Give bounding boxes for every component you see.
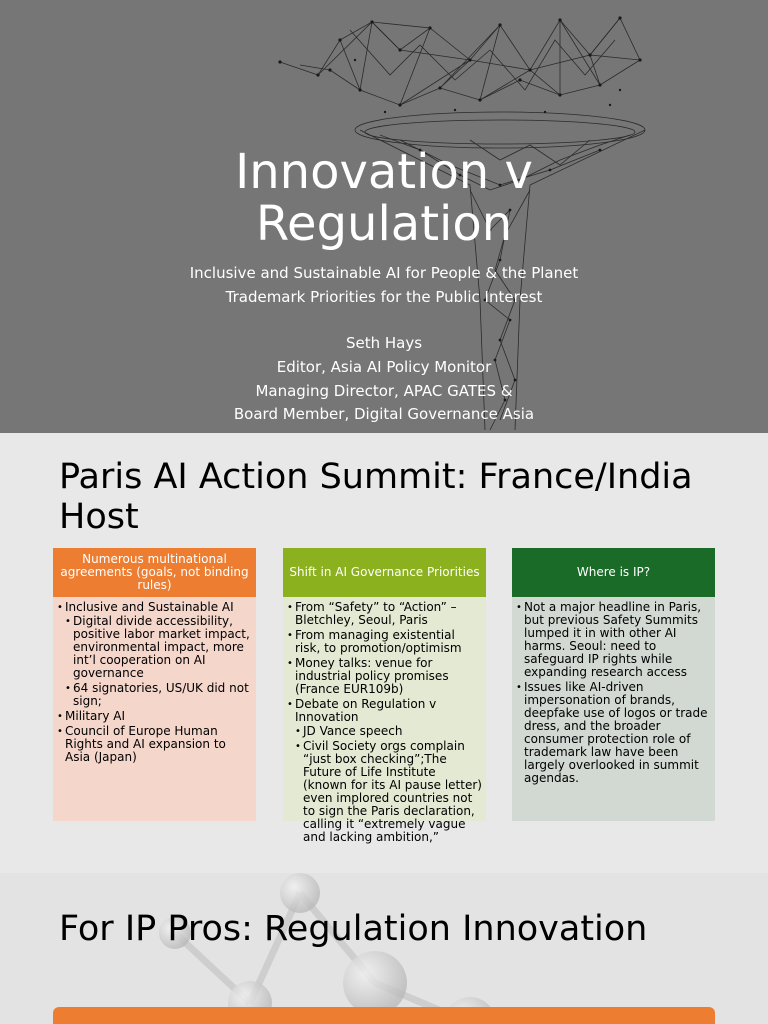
column-header: Shift in AI Governance Priorities [283,548,486,597]
list-item: • Council of Europe Human Rights and AI expansion to Asia (Japan) [65,725,252,764]
bullet-text: Debate on Regulation v Innovation [295,697,437,724]
column-where-is-ip [512,548,715,821]
author-role-3: Board Member, Digital Governance Asia [233,405,535,423]
author-name: Seth Hays [345,334,423,352]
slide-title: For IP Pros: Regulation Innovation [59,909,648,949]
column-header: Numerous multinational agreements (goals, not binding rules) [53,548,256,597]
bullet-text: Inclusive and Sustainable AI [65,600,234,614]
slide-title: Paris AI Action Summit: France/India Host [59,457,693,537]
column-agreements [53,548,256,821]
title-line-1: Innovation v [235,144,533,200]
list-item: • JD Vance speech [303,725,482,738]
ip-pros-slide [0,873,768,1024]
author-role-2: Managing Director, APAC GATES & [255,382,513,400]
column-body [283,597,486,844]
list-item: • Money talks: venue for industrial policy promises (France EUR109b) [295,657,482,696]
list-item: • From managing existential risk, to promotion/optimism [295,629,482,655]
list-item: • Military AI [65,710,252,723]
subtitle-line-1: Inclusive and Sustainable AI for People & the Planet [189,264,579,282]
column-body [512,597,715,821]
column-header: Where is IP? [512,548,715,597]
list-item: • Issues like AI-driven impersonation of brands, deepfake use of logos or trade dress, and the broader consumer protection role of trademark law have been largely overlooked in summit agendas. [524,681,711,785]
title-slide [0,0,768,433]
list-item [65,601,252,708]
column-body [53,597,256,821]
author-role-1: Editor, Asia AI Policy Monitor [276,358,492,376]
list-item [295,698,482,844]
list-item: • Civil Society orgs complain “just box checking”;The Future of Life Institute (known for its AI pause letter) even implored countries not to sign the Paris declaration, calling it “extremely vague and lacking ambition,” [303,740,482,844]
column-governance-shift [283,548,486,844]
content-bar [53,1007,715,1024]
list-item: • From “Safety” to “Action” – Bletchley, Seoul, Paris [295,601,482,627]
title-line-2: Regulation [255,196,513,252]
list-item: • Digital divide accessibility, positive labor market impact, environmental impact, more int’l cooperation on AI governance [73,615,252,680]
subtitle-line-2: Trademark Priorities for the Public Interest [225,288,543,306]
list-item: • 64 signatories, US/UK did not sign; [73,682,252,708]
presentation-title [0,146,768,250]
summit-slide [0,433,768,873]
list-item: • Not a major headline in Paris, but previous Safety Summits lumped it in with other AI harms. Seoul: need to safeguard IP rights while expanding research access [524,601,711,679]
